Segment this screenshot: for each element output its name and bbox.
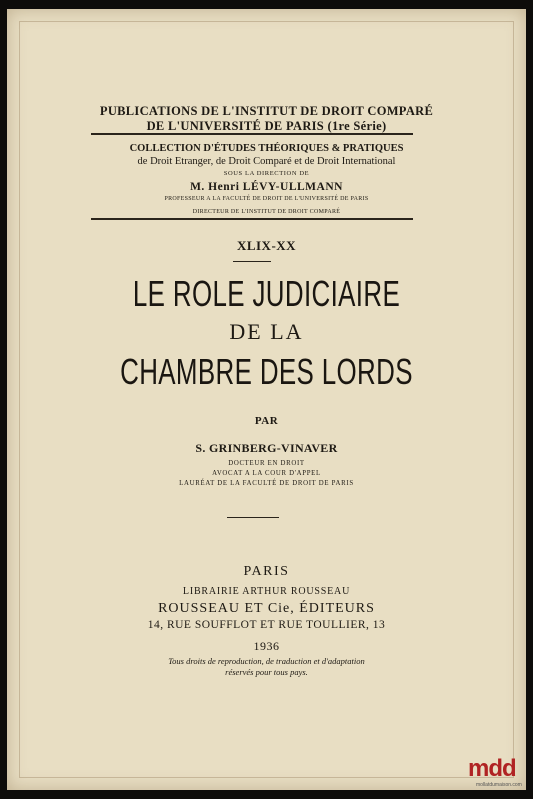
book-cover xyxy=(7,9,526,790)
direction-label: SOUS LA DIRECTION DE xyxy=(223,170,310,177)
volume-rule xyxy=(233,261,271,262)
series-header xyxy=(7,104,526,134)
author-name: S. GRINBERG-VINAVER xyxy=(195,441,338,455)
collection-title: COLLECTION D'ÉTUDES THÉORIQUES & PRATIQUES xyxy=(129,143,404,154)
publisher-line1: LIBRAIRIE ARTHUR ROUSSEAU xyxy=(182,586,351,597)
rights-notice xyxy=(7,656,526,678)
author-qual2: AVOCAT A LA COUR D'APPEL xyxy=(212,470,321,477)
rights-line1: Tous droits de reproduction, de traduction et d'adaptation xyxy=(168,656,365,666)
director-title1: PROFESSEUR A LA FACULTÉ DE DROIT DE L'UNIVERSITÉ DE PARIS xyxy=(164,196,369,202)
bottom-divider xyxy=(91,218,413,220)
publisher-line2: ROUSSEAU ET Cie, ÉDITEURS xyxy=(158,601,375,616)
director-title2: DIRECTEUR DE L'INSTITUT DE DROIT COMPARÉ xyxy=(192,208,341,215)
director-name: M. Henri LÉVY-ULLMANN xyxy=(190,180,343,193)
mdd-logo-subtext: mollatdumaison.com xyxy=(476,782,522,788)
series-header-line1: PUBLICATIONS DE L'INSTITUT DE DROIT COMPARÉ xyxy=(99,104,434,118)
top-divider xyxy=(91,133,413,135)
mdd-logo: mdd xyxy=(468,755,516,782)
book-title-line3: CHAMBRE DES LORDS xyxy=(120,351,413,392)
book-title-line2: DE LA xyxy=(229,319,304,344)
by-label: PAR xyxy=(254,415,279,427)
publisher-city: PARIS xyxy=(243,564,290,579)
author-qual1: DOCTEUR EN DROIT xyxy=(228,460,305,467)
collection-block xyxy=(7,143,526,218)
publisher-address: 14, RUE SOUFFLOT ET RUE TOULLIER, 13 xyxy=(147,619,386,631)
author-rule xyxy=(227,517,279,518)
volume-number: XLIX-XX xyxy=(236,238,297,253)
rights-line2: réservés pour tous pays. xyxy=(225,667,308,677)
series-header-line2: DE L'UNIVERSITÉ DE PARIS (1re Série) xyxy=(146,119,387,133)
publisher-block xyxy=(7,583,526,634)
book-title-line1: LE ROLE JUDICIAIRE xyxy=(132,273,401,314)
author-qual3: LAURÉAT DE LA FACULTÉ DE DROIT DE PARIS xyxy=(179,480,354,487)
collection-subtitle: de Droit Etranger, de Droit Comparé et de Droit International xyxy=(137,155,396,167)
publication-year: 1936 xyxy=(253,639,280,653)
author-qualifications xyxy=(7,459,526,489)
